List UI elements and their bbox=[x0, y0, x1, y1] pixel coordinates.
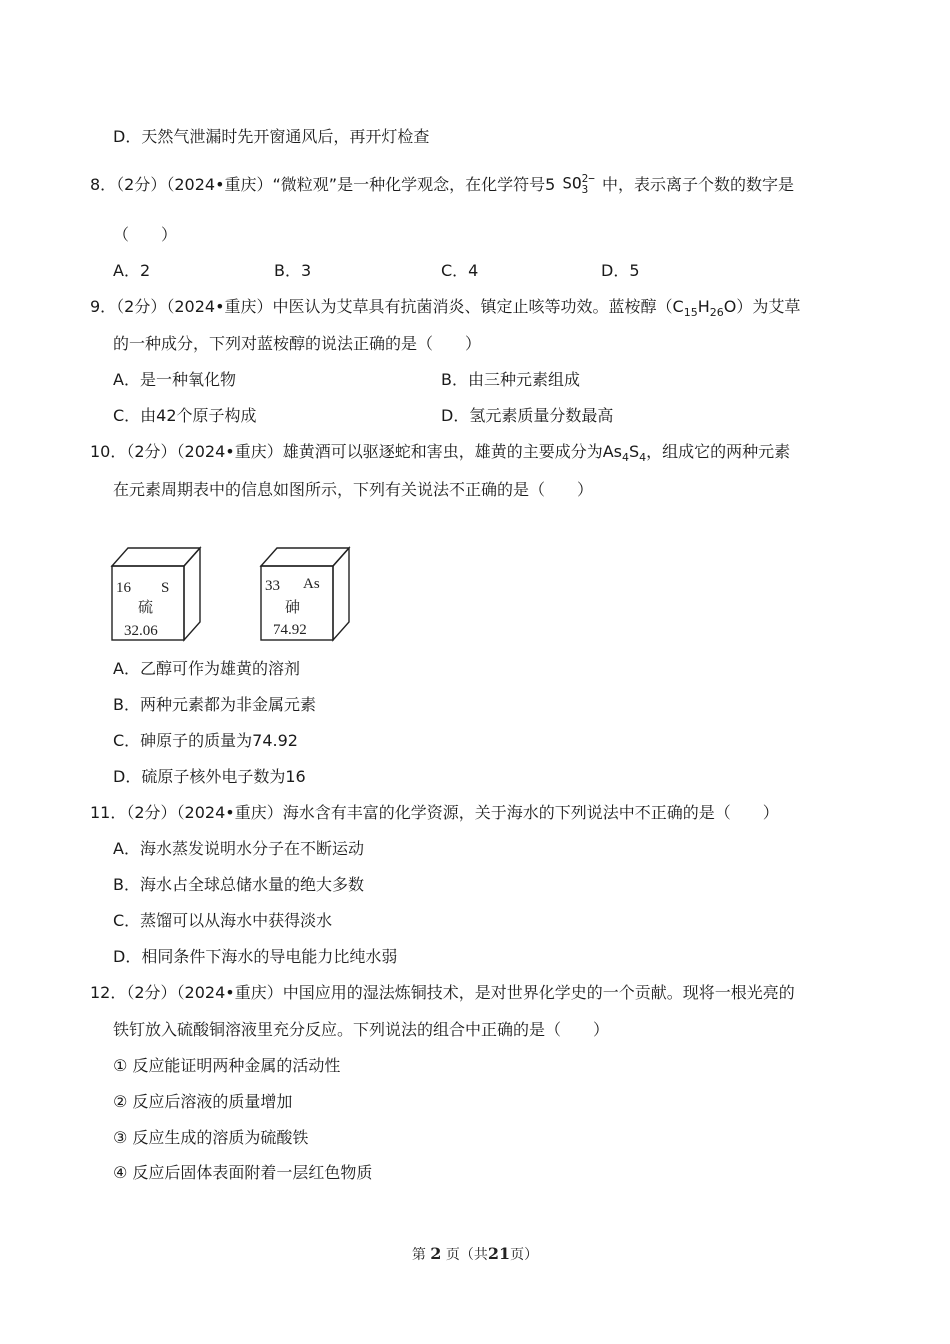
sulfur-mass: 32.06 bbox=[124, 623, 158, 639]
total-pages: 21 bbox=[487, 1244, 511, 1263]
q10-option-d: D．硫原子核外电子数为16 bbox=[113, 767, 306, 786]
question-8 bbox=[90, 171, 794, 197]
footer-mid: 页（共 bbox=[445, 1247, 488, 1263]
q8-stem-suffix: 中，表示离子个数的数字是 bbox=[601, 175, 794, 194]
arsenic-name: 砷 bbox=[285, 598, 301, 616]
q10-stem-part2: ，组成它的两种元素 bbox=[646, 442, 791, 461]
q8-stem-prefix: 8．（2分）（2024•重庆）“微粒观”是一种化学观念，在化学符号5 bbox=[90, 175, 556, 194]
q11-option-b: B．海水占全球总储水量的绝大多数 bbox=[113, 875, 364, 894]
q9-stem-part1: 9．（2分）（2024•重庆）中医认为艾草具有抗菌消炎、镇定止咳等功效。蓝桉醇（C bbox=[90, 297, 684, 316]
q10-sub-s: 4 bbox=[639, 451, 647, 465]
q11-option-c: C．蒸馏可以从海水中获得淡水 bbox=[113, 911, 333, 930]
sulfite-formula: SO bbox=[562, 173, 582, 192]
sulfur-element-tile bbox=[108, 544, 204, 642]
q9-option-b: B．由三种元素组成 bbox=[441, 370, 580, 389]
q12-stem-line2: 铁钉放入硫酸铜溶液里充分反应。下列说法的组合中正确的是（ ） bbox=[113, 1020, 610, 1039]
q10-stem-part1: 10．（2分）（2024•重庆）雄黄酒可以驱逐蛇和害虫，雄黄的主要成分为As bbox=[90, 442, 622, 461]
sulfur-symbol: S bbox=[161, 580, 170, 596]
q10-option-a: A．乙醇可作为雄黄的溶剂 bbox=[113, 659, 300, 678]
q12-statement-3: ③ 反应生成的溶质为硫酸铁 bbox=[113, 1128, 309, 1147]
q9-sub-26: 26 bbox=[709, 306, 724, 320]
q9-option-d: D．氢元素质量分数最高 bbox=[441, 406, 614, 425]
q12-statement-1: ① 反应能证明两种金属的活动性 bbox=[113, 1056, 341, 1075]
q10-sulfur: S bbox=[628, 442, 640, 461]
arsenic-element-tile bbox=[257, 544, 353, 642]
sulfur-number: 16 bbox=[116, 580, 131, 596]
sulfur-name: 硫 bbox=[138, 598, 154, 616]
q8-answer-paren: （ ） bbox=[113, 225, 178, 244]
question-11: 11．（2分）（2024•重庆）海水含有丰富的化学资源，关于海水的下列说法中不正确的是（ ） bbox=[90, 803, 779, 822]
q8-option-c: C．4 bbox=[441, 261, 479, 280]
footer-pre: 第 bbox=[411, 1247, 426, 1263]
arsenic-mass: 74.92 bbox=[273, 622, 307, 638]
arsenic-symbol: As bbox=[303, 576, 320, 592]
q9-stem-line2: 的一种成分，下列对蓝桉醇的说法正确的是（ ） bbox=[113, 334, 482, 353]
q11-option-a: A．海水蒸发说明水分子在不断运动 bbox=[113, 839, 364, 858]
q10-stem-line2: 在元素周期表中的信息如图所示，下列有关说法不正确的是（ ） bbox=[113, 480, 594, 499]
q10-option-c: C．砷原子的质量为74.92 bbox=[113, 731, 298, 750]
q11-option-d: D．相同条件下海水的导电能力比纯水弱 bbox=[113, 947, 398, 966]
q8-option-b: B．3 bbox=[274, 261, 312, 280]
current-page-number: 2 bbox=[430, 1244, 442, 1263]
q9-hydrogen: H bbox=[697, 297, 710, 316]
q7-option-d: D．天然气泄漏时先开窗通风后，再开灯检查 bbox=[113, 127, 430, 146]
footer-post: 页） bbox=[510, 1247, 539, 1263]
arsenic-number: 33 bbox=[265, 578, 280, 594]
ion-subscript: 3 bbox=[581, 182, 589, 196]
page-footer bbox=[0, 1244, 950, 1264]
q12-statement-2: ② 反应后溶液的质量增加 bbox=[113, 1092, 293, 1111]
ion-charge: 2− bbox=[581, 171, 595, 185]
question-9 bbox=[90, 296, 800, 324]
q12-statement-4: ④ 反应后固体表面附着一层红色物质 bbox=[113, 1163, 373, 1182]
q10-option-b: B．两种元素都为非金属元素 bbox=[113, 695, 316, 714]
sulfite-ion-symbol bbox=[562, 173, 595, 195]
q9-option-c: C．由42个原子构成 bbox=[113, 406, 257, 425]
q9-stem-part2: O）为艾草 bbox=[723, 297, 801, 316]
question-12: 12．（2分）（2024•重庆）中国应用的湿法炼铜技术，是对世界化学史的一个贡献。现将一根光亮的 bbox=[90, 983, 795, 1002]
q9-option-a: A．是一种氧化物 bbox=[113, 370, 236, 389]
q8-option-d: D．5 bbox=[601, 261, 640, 280]
q8-option-a: A．2 bbox=[113, 261, 151, 280]
q10-sub-as: 4 bbox=[621, 451, 629, 465]
question-10 bbox=[90, 441, 790, 469]
q9-sub-15: 15 bbox=[683, 306, 698, 320]
